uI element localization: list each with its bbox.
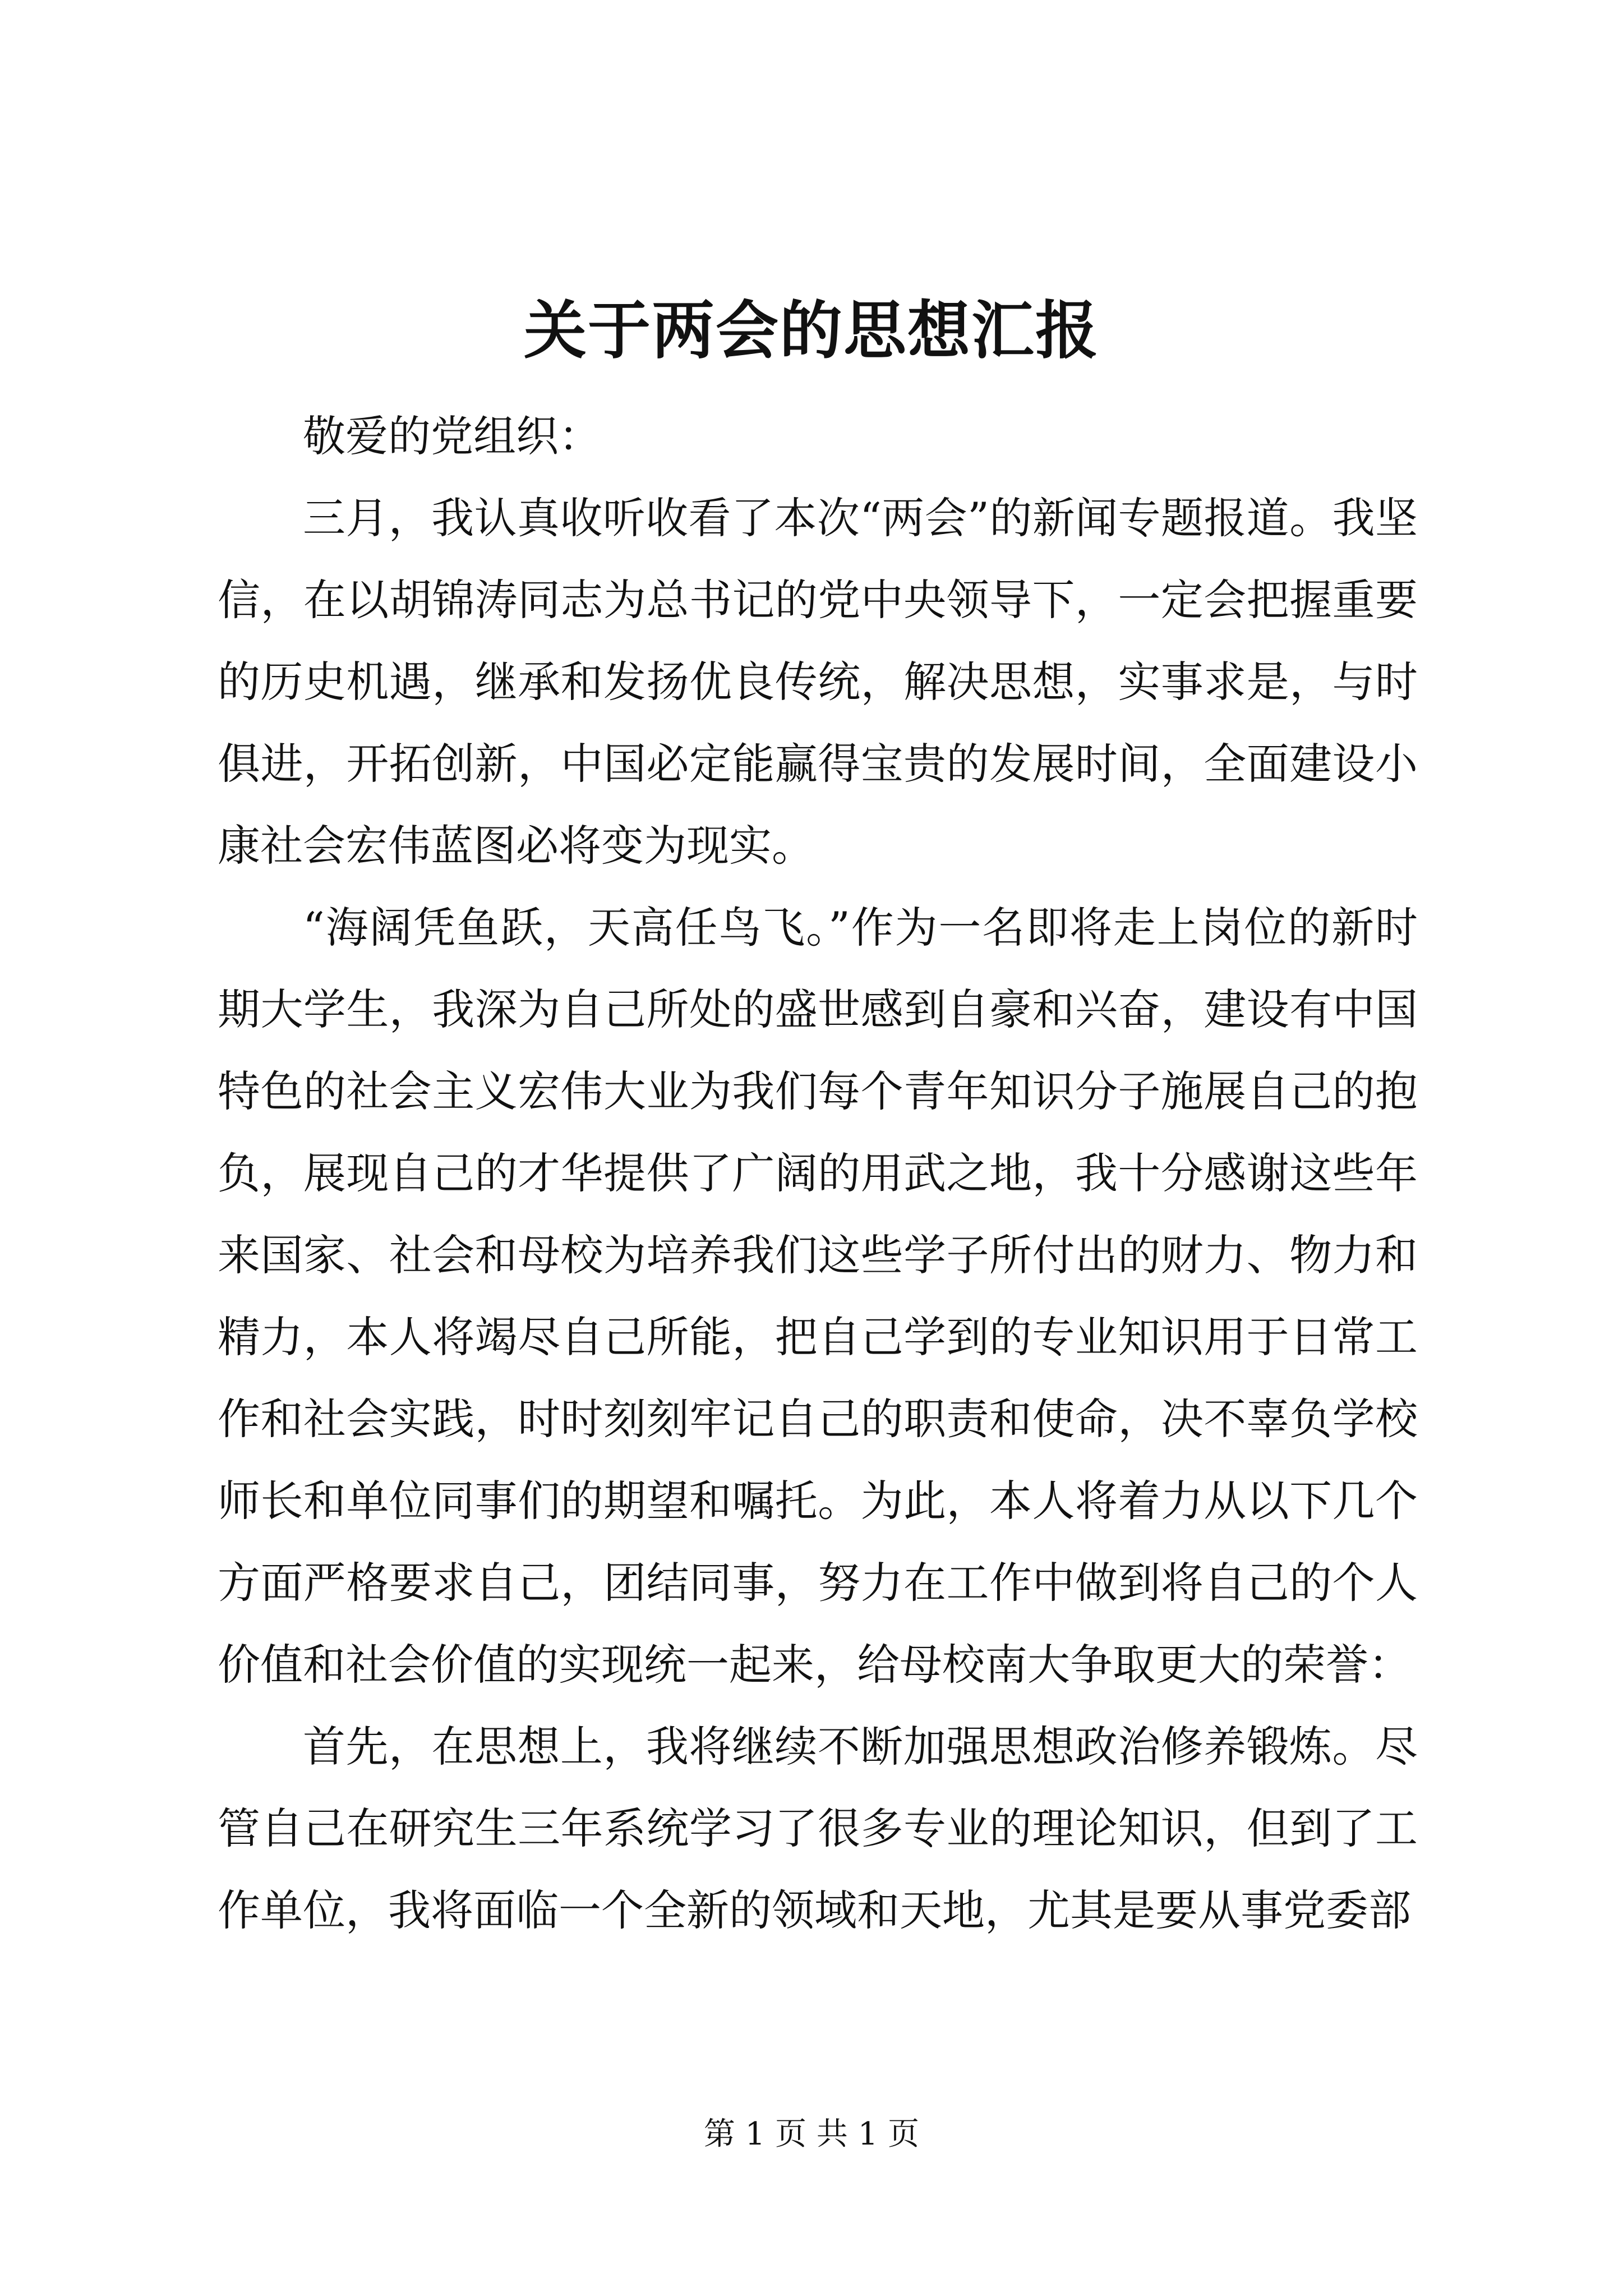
page-footer — [0, 2115, 1623, 2154]
paragraph-1: 三月，我认真收听收看了本次“两会”的新闻专题报道。我坚信，在以胡锦涛同志为总书记的党中央领导下，一定会把握重要的历史机遇，继承和发扬优良传统，解决思想，实事求是，与时俱进，开拓创新，中国必定能赢得宝贵的发展时间，全面建设小康社会宏伟蓝图必将变为现实。 — [218, 493, 1418, 871]
document-body — [218, 395, 1418, 1952]
paragraph-2: “海阔凭鱼跃，天高任鸟飞。”作为一名即将走上岗位的新时期大学生，我深为自己所处的盛世感到自豪和兴奋，建设有中国特色的社会主义宏伟大业为我们每个青年知识分子施展自己的抱负，展现自己的才华提供了广阔的用武之地，我十分感谢这些年来国家、社会和母校为培养我们这些学子所付出的财力、物力和精力，本人将竭尽自己所能，把自己学到的专业知识用于日常工作和社会实践，时时刻刻牢记自己的职责和使命，决不辜负学校师长和单位同事们的期望和嘱托。为此，本人将着力从以下几个方面严格要求自己，团结同事，努力在工作中做到将自己的个人价值和社会价值的实现统一起来，给母校南大争取更大的荣誉： — [218, 903, 1418, 1690]
document-title: 关于两会的思想汇报 — [524, 294, 1099, 367]
greeting-line: 敬爱的党组织： — [303, 411, 601, 461]
page-number-label: 第 1 页 共 1 页 — [703, 2116, 920, 2152]
paragraph-3: 首先，在思想上，我将继续不断加强思想政治修养锻炼。尽管自己在研究生三年系统学习了很多专业的理论知识，但到了工作单位，我将面临一个全新的领域和天地，尤其是要从事党委部 — [218, 1722, 1418, 1935]
